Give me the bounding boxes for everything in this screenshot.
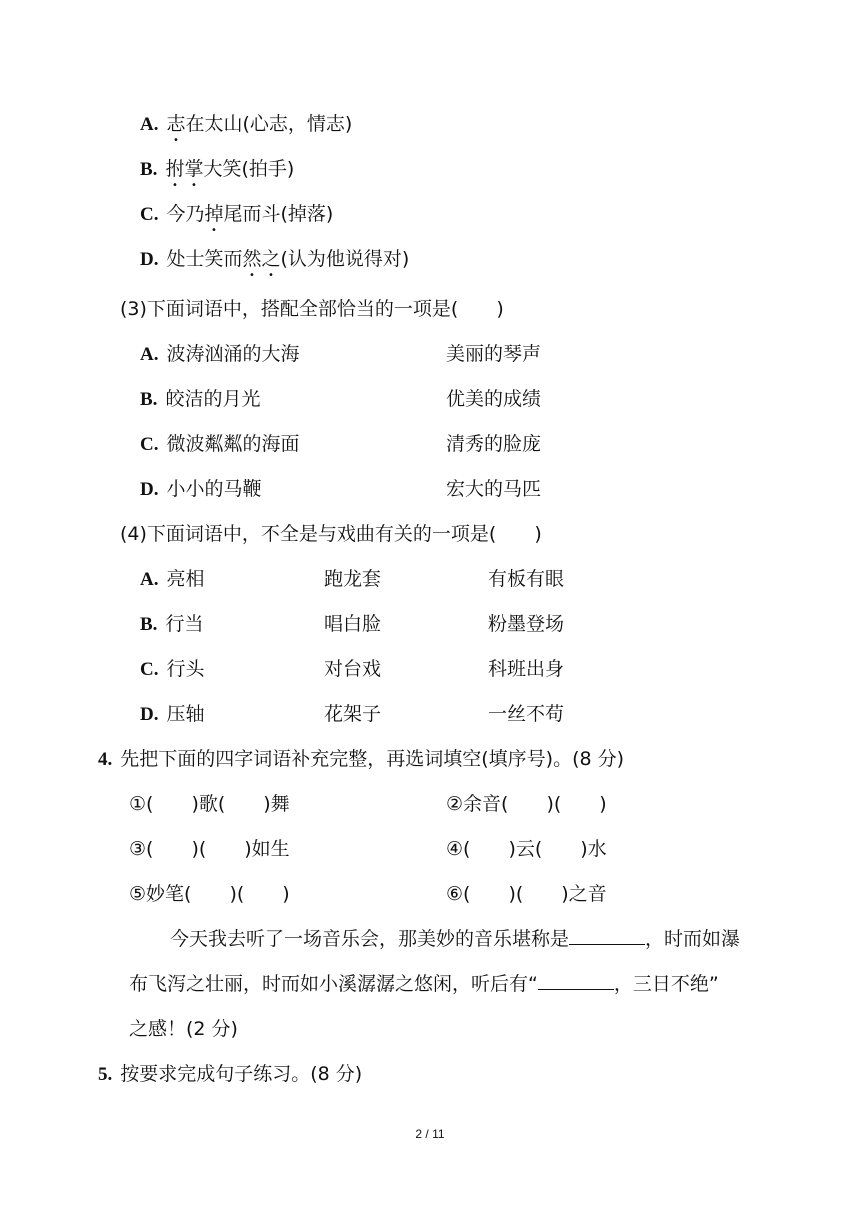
- q3-option-d: D. 小小的马鞭: [140, 478, 262, 500]
- idiom-item-3: ③( )( )如生: [129, 838, 290, 860]
- emphasized-word: 掉: [204, 203, 224, 225]
- idiom-item-5: ⑤妙笔( )( ): [129, 883, 290, 905]
- q3-stem: (3)下面词语中，搭配全部恰当的一项是( ): [120, 298, 504, 320]
- q4-option-c: C. 行头: [140, 658, 205, 680]
- q2-option-d: D. 处士笑而然之(认为他说得对): [140, 248, 410, 270]
- q4-option-a-third: 有板有眼: [488, 568, 565, 590]
- option-label: B.: [140, 159, 158, 180]
- q3-option-d-second: 宏大的马匹: [446, 478, 542, 500]
- q3-option-c-second: 清秀的脸庞: [446, 433, 542, 455]
- q4-option-a: A. 亮相: [140, 568, 205, 590]
- q4-option-c-third: 科班出身: [488, 658, 565, 680]
- q3-option-a-second: 美丽的琴声: [446, 343, 542, 365]
- fill-blank-2[interactable]: [538, 971, 614, 990]
- option-label: D.: [140, 249, 159, 270]
- q4-option-d: D. 压轴: [140, 703, 205, 725]
- q4-option-b: B. 行当: [140, 613, 204, 635]
- q3-option-b-second: 优美的成绩: [446, 388, 542, 410]
- idiom-item-6: ⑥( )( )之音: [446, 883, 607, 905]
- q4-stem: (4)下面词语中，不全是与戏曲有关的一项是( ): [120, 523, 542, 545]
- question-stem: 按要求完成句子练习。(8 分): [120, 1063, 363, 1085]
- emphasized-word: 然之: [242, 248, 281, 270]
- option-label: A.: [140, 344, 159, 365]
- q4-option-d-second: 花架子: [324, 703, 382, 725]
- option-label: B.: [140, 614, 158, 635]
- q3-option-b: B. 皎洁的月光: [140, 388, 261, 410]
- passage-line-2: 布飞泻之壮丽，时而如小溪潺潺之悠闲，听后有“ ，三日不绝”: [129, 973, 719, 995]
- question-number: 5.: [98, 1064, 113, 1085]
- question-4-heading: [98, 746, 624, 773]
- q2-option-c: C. 今乃掉尾而斗(掉落): [140, 203, 334, 225]
- q4-option-a-second: 跑龙套: [324, 568, 382, 590]
- q3-option-c: C. 微波粼粼的海面: [140, 433, 300, 455]
- option-label: D.: [140, 704, 159, 725]
- option-label: B.: [140, 389, 158, 410]
- question-stem: 先把下面的四字词语补充完整，再选词填空(填序号)。(8 分): [120, 748, 625, 770]
- option-label: C.: [140, 659, 159, 680]
- passage-line-1: 今天我去听了一场音乐会，那美妙的音乐堪称是 ，时而如瀑: [170, 928, 741, 950]
- q4-option-d-third: 一丝不苟: [488, 703, 565, 725]
- question-number: 4.: [98, 749, 113, 770]
- question-5-heading: [98, 1061, 362, 1088]
- emphasized-word: 志: [166, 113, 186, 135]
- idiom-item-4: ④( )云( )水: [446, 838, 607, 860]
- idiom-item-1: ①( )歌( )舞: [129, 793, 290, 815]
- option-label: C.: [140, 434, 159, 455]
- passage-line-3: 之感！(2 分): [129, 1018, 238, 1040]
- option-label: C.: [140, 204, 159, 225]
- q2-option-a: A. 志在太山(心志，情志): [140, 113, 353, 135]
- q4-option-b-second: 唱白脸: [324, 613, 382, 635]
- fill-blank-1[interactable]: [569, 926, 645, 945]
- option-label: A.: [140, 569, 159, 590]
- emphasized-word: 拊掌: [165, 158, 204, 180]
- q4-option-b-third: 粉墨登场: [488, 613, 565, 635]
- option-label: A.: [140, 114, 159, 135]
- option-label: D.: [140, 479, 159, 500]
- q2-option-b: B. 拊掌大笑(拍手): [140, 158, 295, 180]
- q4-option-c-second: 对台戏: [324, 658, 382, 680]
- idiom-item-2: ②余音( )( ): [446, 793, 607, 815]
- q3-option-a: A. 波涛汹涌的大海: [140, 343, 300, 365]
- page-number: 2 / 11: [415, 1127, 445, 1141]
